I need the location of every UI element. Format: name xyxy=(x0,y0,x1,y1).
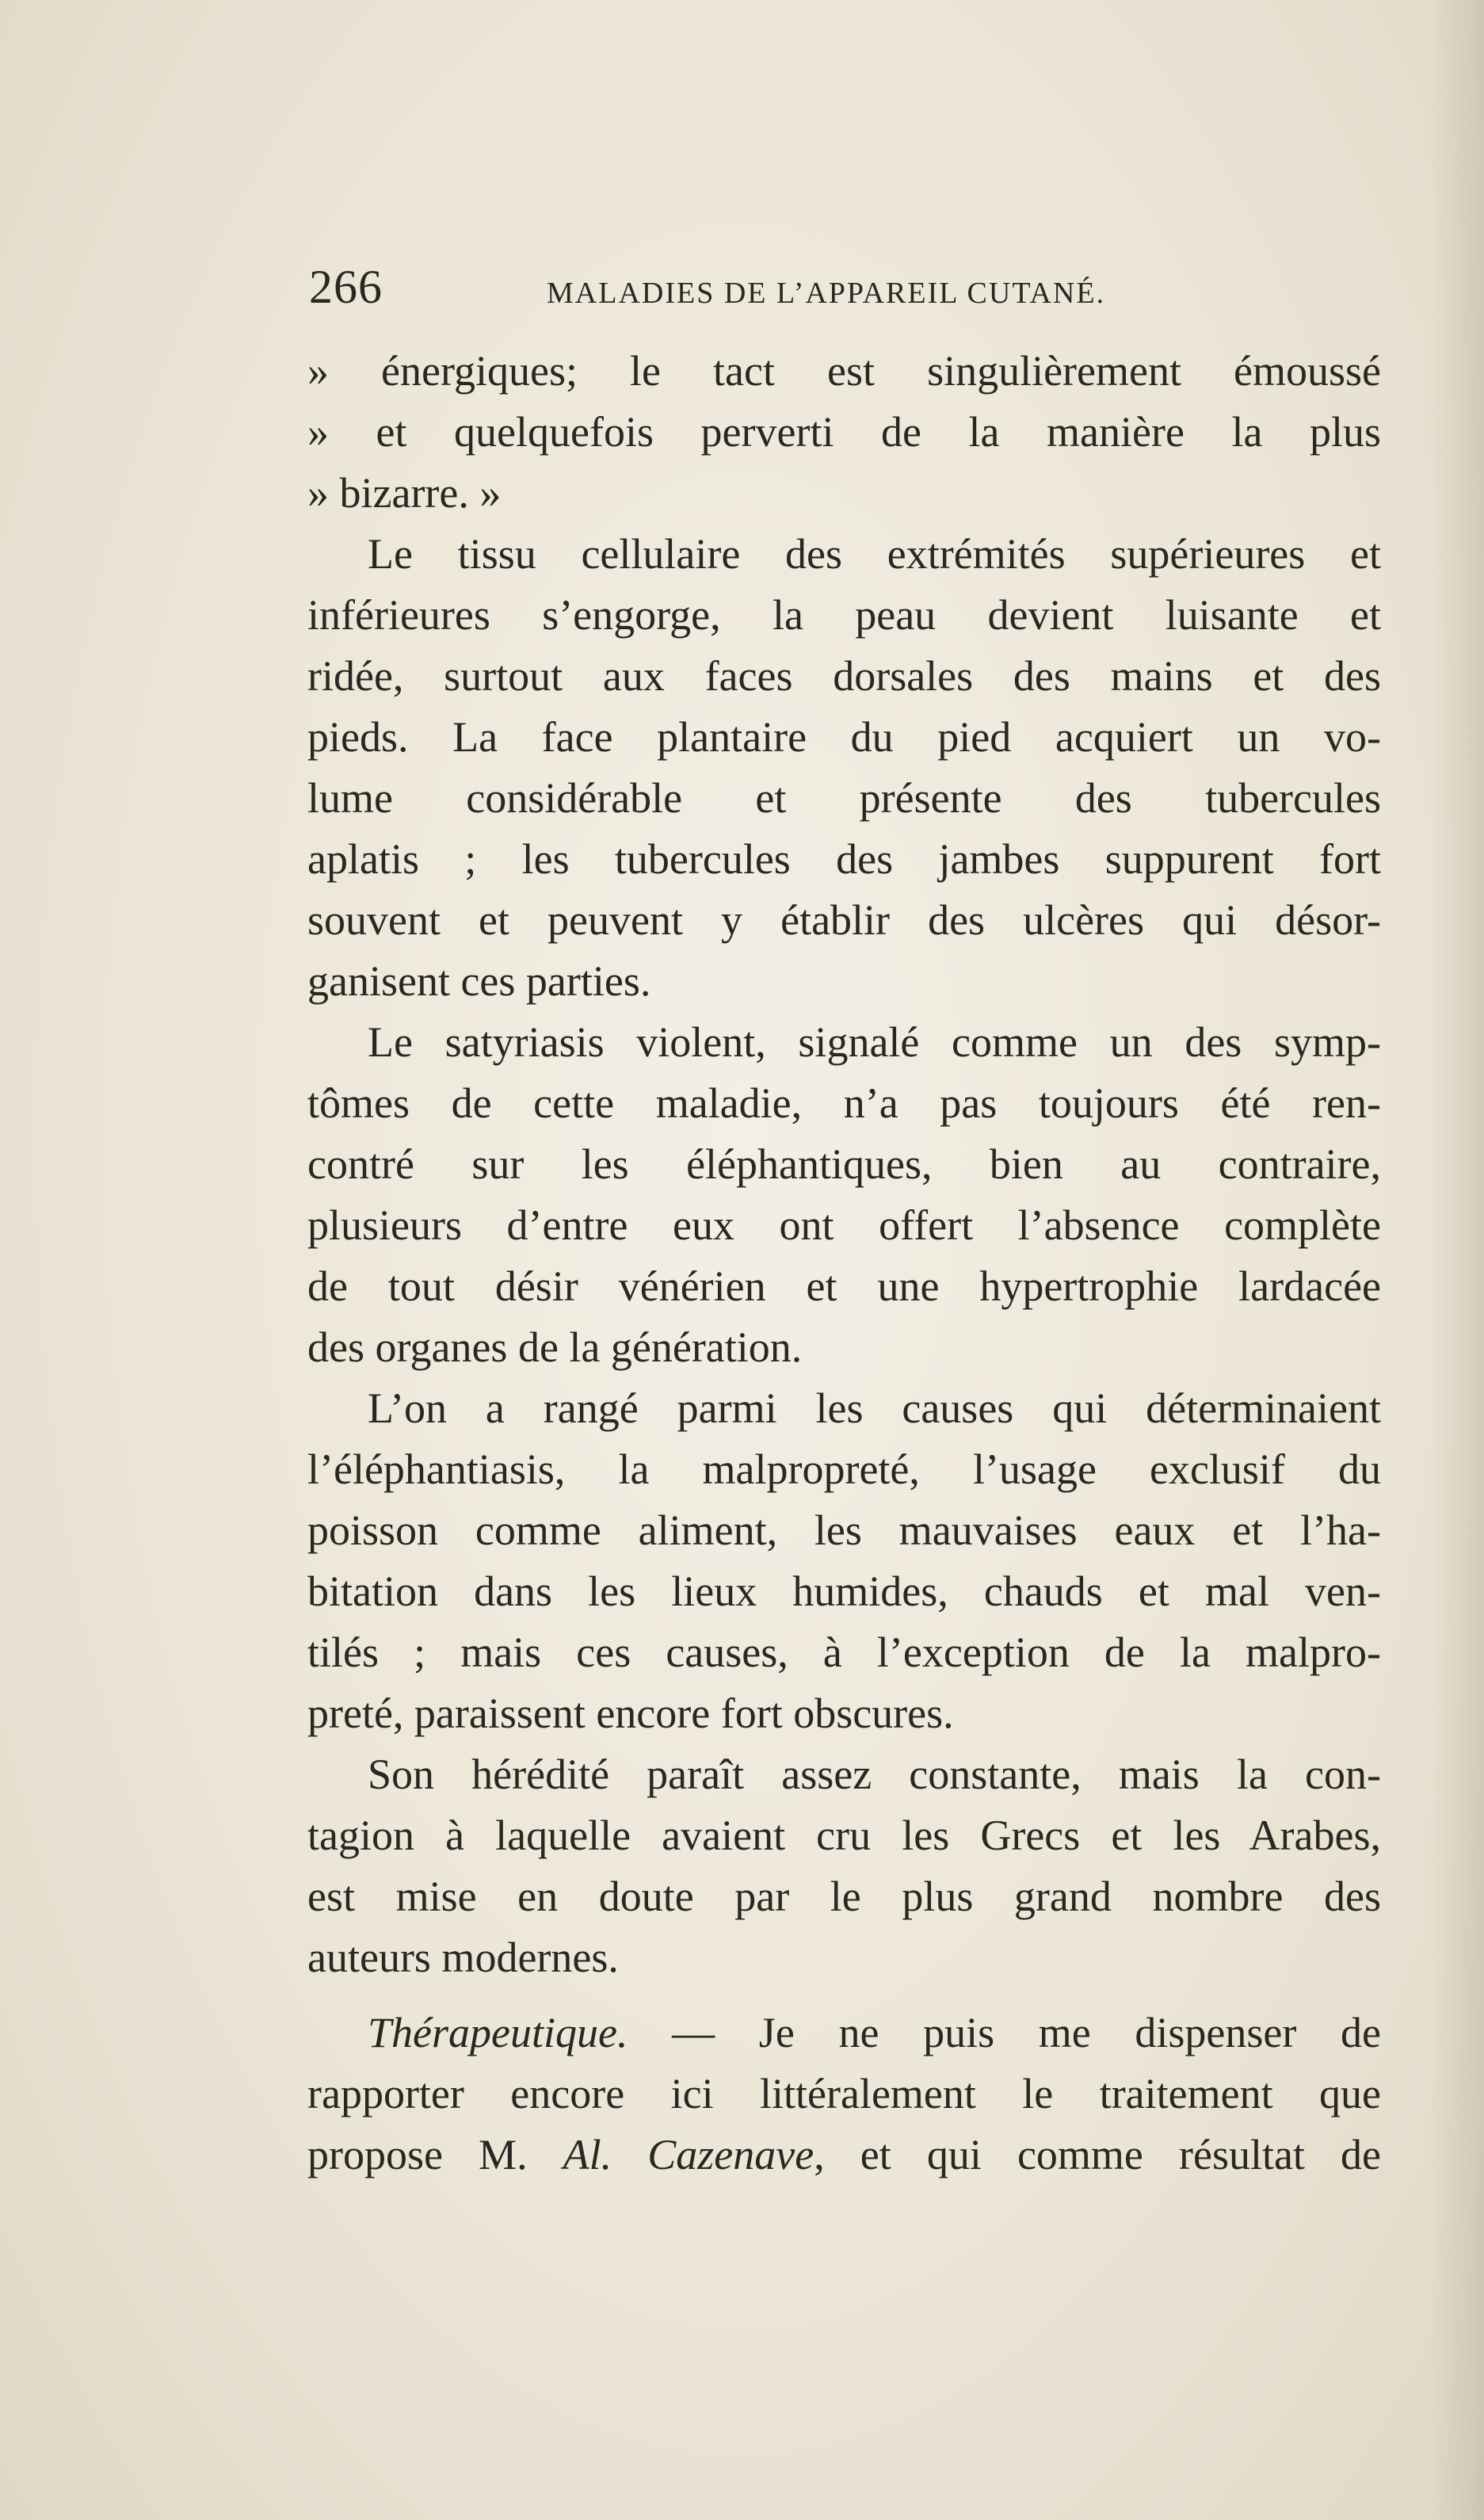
text-line: » énergiques; le tact est singulièrement émoussé xyxy=(307,347,1381,395)
text-line: tômes de cette maladie, n’a pas toujours été ren- xyxy=(307,1079,1381,1127)
text-line: ganisent ces parties. xyxy=(307,957,651,1005)
text-line: ridée, surtout aux faces dorsales des mains et des xyxy=(307,652,1381,700)
text-fragment: propose M. xyxy=(307,2131,563,2178)
section-heading-therapeutique: Thérapeutique. xyxy=(368,2009,628,2056)
text-line: preté, paraissent encore fort obscures. xyxy=(307,1690,954,1737)
text-line: tagion à laquelle avaient cru les Grecs et les Arabes, xyxy=(307,1812,1381,1859)
therapeutique-line xyxy=(307,2003,1381,2064)
therapeutique-line xyxy=(307,2125,1381,2186)
text-line: » et quelquefois perverti de la manière la plus xyxy=(307,408,1381,456)
page-edge-shadow xyxy=(1429,0,1484,2520)
text-line: poisson comme aliment, les mauvaises eaux et l’ha- xyxy=(307,1506,1381,1554)
text-line: Le tissu cellulaire des extrémités supérieures et xyxy=(368,530,1381,578)
page-number: 266 xyxy=(309,261,383,313)
text-fragment: — Je ne puis me dispenser de xyxy=(628,2009,1381,2056)
body-text xyxy=(307,341,1381,2186)
text-line: auteurs modernes. xyxy=(307,1934,619,1981)
text-fragment: , et qui comme résultat de xyxy=(814,2131,1381,2178)
text-line: lume considérable et présente des tubercules xyxy=(307,774,1381,822)
text-line: tilés ; mais ces causes, à l’exception de la malpro- xyxy=(307,1628,1381,1676)
text-line: contré sur les éléphantiques, bien au contraire, xyxy=(307,1140,1381,1188)
text-line: des organes de la génération. xyxy=(307,1323,803,1371)
text-line: plusieurs d’entre eux ont offert l’absence complète xyxy=(307,1201,1381,1249)
running-head xyxy=(309,260,1383,323)
text-line: bitation dans les lieux humides, chauds et mal ven- xyxy=(307,1567,1381,1615)
author-name: Al. Cazenave xyxy=(563,2131,814,2178)
text-line: aplatis ; les tubercules des jambes suppurent fort xyxy=(307,835,1381,883)
text-line: rapporter encore ici littéralement le traitement que xyxy=(307,2070,1381,2117)
text-line: de tout désir vénérien et une hypertrophie lardacée xyxy=(307,1262,1381,1310)
text-line: inférieures s’engorge, la peau devient luisante et xyxy=(307,591,1381,639)
text-line: l’éléphantiasis, la malpropreté, l’usage exclusif du xyxy=(307,1445,1381,1493)
text-line: L’on a rangé parmi les causes qui déterminaient xyxy=(368,1384,1381,1432)
text-line: souvent et peuvent y établir des ulcères qui désor- xyxy=(307,896,1381,944)
text-line: Le satyriasis violent, signalé comme un des symp- xyxy=(368,1018,1381,1066)
text-line: Son hérédité paraît assez constante, mais la con- xyxy=(368,1751,1381,1798)
text-line: » bizarre. » xyxy=(307,469,502,517)
running-title: MALADIES DE L’APPAREIL CUTANÉ. xyxy=(547,277,1106,310)
text-line: pieds. La face plantaire du pied acquiert un vo- xyxy=(307,713,1381,761)
text-line: est mise en doute par le plus grand nombre des xyxy=(307,1873,1381,1920)
